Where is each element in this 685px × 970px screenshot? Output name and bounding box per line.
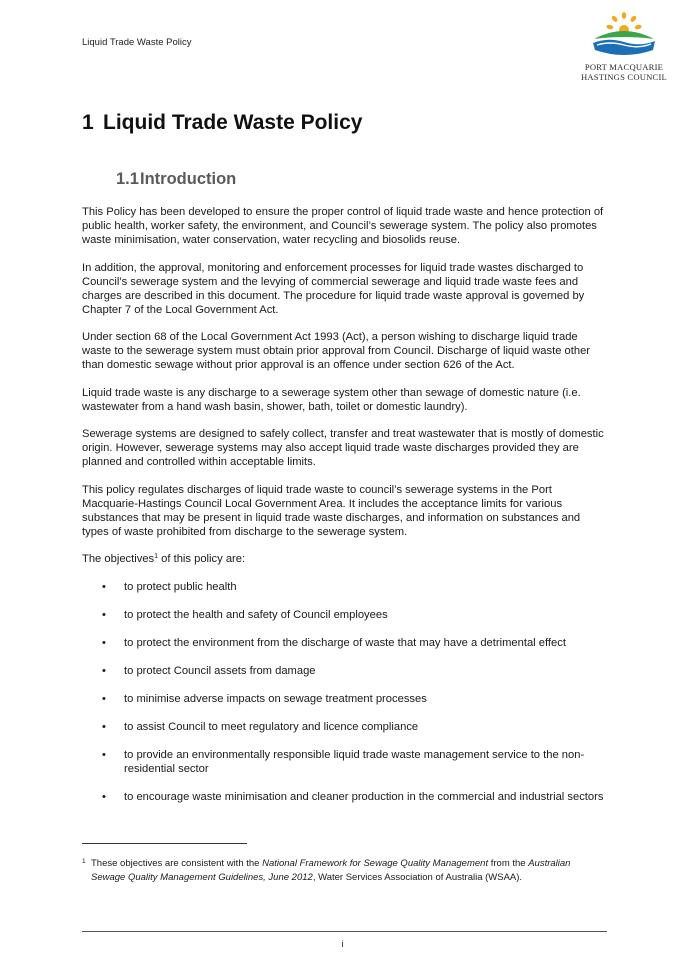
logo-wordmark xyxy=(576,62,672,82)
logo-line-1: PORT MACQUARIE xyxy=(584,62,664,72)
subsection-title: Introduction xyxy=(140,170,237,188)
footnote-reference: 1 xyxy=(154,553,159,560)
section-number: 1 xyxy=(82,111,94,134)
council-logo xyxy=(576,12,672,92)
list-item: • to protect the environment from the discharge of waste that may have a detrimental effect xyxy=(82,636,607,650)
paragraph: Liquid trade waste is any discharge to a sewerage system other than sewage of domestic nature (i.e. wastewater from a hand wash basin, shower, bath, toilet or domestic laundry). xyxy=(82,386,581,413)
body-text xyxy=(82,205,607,818)
list-item: • to assist Council to meet regulatory and licence compliance xyxy=(82,720,607,734)
list-item: • to protect the health and safety of Council employees xyxy=(82,608,607,622)
page-number: i xyxy=(341,939,344,950)
list-item: • to minimise adverse impacts on sewage treatment processes xyxy=(82,692,607,706)
section-title: Liquid Trade Waste Policy xyxy=(103,111,363,134)
subsection-number: 1.1 xyxy=(116,170,139,188)
list-item: • to encourage waste minimisation and cleaner production in the commercial and industrial sectors xyxy=(82,790,607,804)
paragraph: This policy regulates discharges of liquid trade waste to council’s sewerage systems in the Port Macquarie-Hastings Council Local Government Area. It includes the acceptance limits for various substances that may be present in liquid trade waste discharges, and information on substances and types of waste prohibited from discharge to the sewerage system. xyxy=(82,483,581,538)
running-header: Liquid Trade Waste Policy xyxy=(82,37,192,48)
section-heading xyxy=(82,111,362,135)
list-item: • to provide an environmentally responsible liquid trade waste management service to the non-residential sector xyxy=(82,748,607,776)
footnote-divider xyxy=(82,843,247,844)
logo-line-2: HASTINGS COUNCIL xyxy=(580,72,668,82)
subsection-heading xyxy=(116,170,236,189)
logo-emblem-icon xyxy=(588,12,660,62)
paragraph: This Policy has been developed to ensure the proper control of liquid trade waste and hence protection of public health, worker safety, the environment, and Council’s sewerage system. The policy also promotes waste minimisation, water conservation, water recycling and biosolids reuse. xyxy=(82,206,604,246)
paragraph: Under section 68 of the Local Government Act 1993 (Act), a person wishing to discharge liquid trade waste to the sewerage system must obtain prior approval from Council. Discharge of liquid waste other than domestic sewage without prior approval is an offence under section 626 of the Act. xyxy=(82,331,591,371)
footnote-mark: 1 xyxy=(82,858,86,865)
objectives-intro: The objectives$^1$ of this policy are: xyxy=(82,553,246,565)
objectives-list xyxy=(82,580,607,804)
list-item: • to protect public health xyxy=(82,580,607,594)
footer-divider xyxy=(82,931,607,932)
paragraph: Sewerage systems are designed to safely collect, transfer and treat wastewater that is mostly of domestic origin. However, sewerage systems may also accept liquid trade waste discharges provided they are planned and controlled within acceptable limits. xyxy=(82,428,604,468)
list-item: • to protect Council assets from damage xyxy=(82,664,607,678)
footnote-text: These objectives are consistent with the National Framework for Sewage Quality Management from the Australian Sewage Quality Management Guidelines, June 2012, Water Services Association of Australia (WSAA). xyxy=(91,858,571,883)
footnote xyxy=(82,857,607,884)
paragraph: In addition, the approval, monitoring and enforcement processes for liquid trade wastes discharged to Council’s sewerage system and the levying of commercial sewerage and liquid trade waste fees and charges are described in this document. The procedure for liquid trade waste approval is governed by Chapter 7 of the Local Government Act. xyxy=(82,261,585,316)
